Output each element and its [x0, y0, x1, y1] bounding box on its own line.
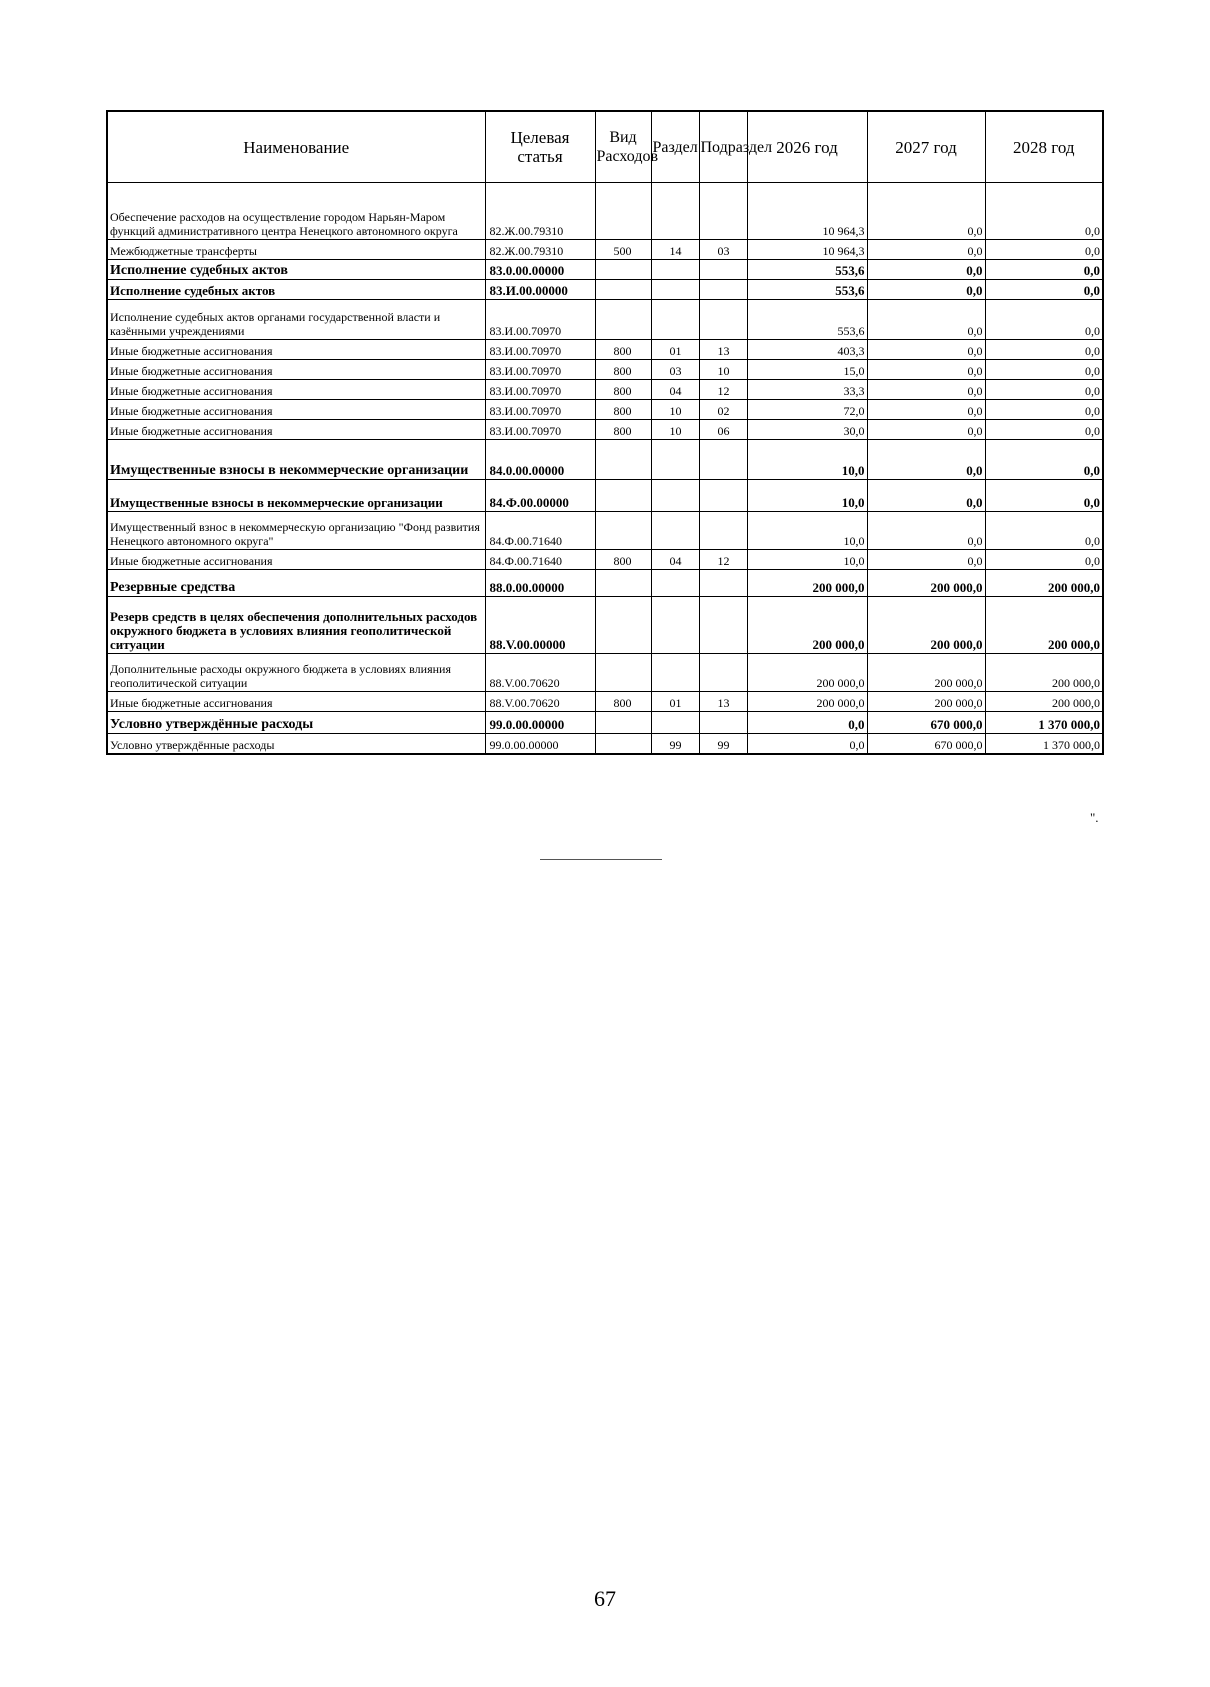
- table-header-row: [107, 111, 1103, 183]
- cell-2028: 0,0: [985, 550, 1103, 570]
- cell-2026: 553,6: [747, 280, 867, 300]
- budget-table: [106, 110, 1104, 755]
- cell-subsection: [699, 183, 747, 240]
- cell-name: Условно утверждённые расходы: [107, 712, 485, 734]
- cell-2028: 200 000,0: [985, 597, 1103, 654]
- cell-target: 83.0.00.00000: [485, 260, 595, 280]
- cell-target: 82.Ж.00.79310: [485, 183, 595, 240]
- cell-name: Исполнение судебных актов органами государственной власти и казёнными учреждениями: [107, 300, 485, 340]
- table-row: [107, 550, 1103, 570]
- cell-section: [651, 654, 699, 692]
- cell-target: 88.V.00.70620: [485, 692, 595, 712]
- cell-name: Дополнительные расходы окружного бюджета в условиях влияния геополитической ситуации: [107, 654, 485, 692]
- cell-section: 01: [651, 692, 699, 712]
- cell-2028: 0,0: [985, 512, 1103, 550]
- cell-section: [651, 300, 699, 340]
- cell-2027: 0,0: [867, 550, 985, 570]
- cell-target: 83.И.00.00000: [485, 280, 595, 300]
- table-row: [107, 654, 1103, 692]
- cell-2028: 1 370 000,0: [985, 712, 1103, 734]
- cell-section: [651, 260, 699, 280]
- cell-section: [651, 712, 699, 734]
- cell-2028: 1 370 000,0: [985, 734, 1103, 755]
- cell-kind: [595, 570, 651, 597]
- cell-2027: 0,0: [867, 260, 985, 280]
- cell-2026: 553,6: [747, 260, 867, 280]
- cell-2028: 200 000,0: [985, 654, 1103, 692]
- table-row: [107, 734, 1103, 755]
- cell-kind: [595, 712, 651, 734]
- cell-subsection: [699, 440, 747, 480]
- closing-quote: ".: [1090, 810, 1099, 825]
- table-row: [107, 597, 1103, 654]
- cell-subsection: [699, 512, 747, 550]
- cell-target: 83.И.00.70970: [485, 300, 595, 340]
- cell-section: [651, 597, 699, 654]
- cell-2027: 0,0: [867, 183, 985, 240]
- cell-section: 03: [651, 360, 699, 380]
- cell-2027: 670 000,0: [867, 734, 985, 755]
- cell-target: 84.0.00.00000: [485, 440, 595, 480]
- cell-name: Имущественные взносы в некоммерческие организации: [107, 480, 485, 512]
- cell-section: 10: [651, 420, 699, 440]
- cell-subsection: 12: [699, 550, 747, 570]
- cell-2028: 0,0: [985, 280, 1103, 300]
- cell-section: 04: [651, 380, 699, 400]
- cell-kind: 800: [595, 550, 651, 570]
- header-kind: Вид Расходов: [595, 111, 651, 183]
- header-2027: 2027 год: [867, 111, 985, 183]
- cell-2028: 200 000,0: [985, 570, 1103, 597]
- cell-target: 83.И.00.70970: [485, 380, 595, 400]
- cell-target: 83.И.00.70970: [485, 420, 595, 440]
- cell-2026: 0,0: [747, 712, 867, 734]
- cell-kind: 500: [595, 240, 651, 260]
- cell-subsection: 12: [699, 380, 747, 400]
- table-row: [107, 380, 1103, 400]
- cell-subsection: 06: [699, 420, 747, 440]
- cell-subsection: 03: [699, 240, 747, 260]
- header-subsection: Подраздел: [699, 111, 747, 183]
- cell-2026: 10 964,3: [747, 240, 867, 260]
- cell-2027: 0,0: [867, 340, 985, 360]
- table-row: [107, 340, 1103, 360]
- cell-section: [651, 512, 699, 550]
- cell-2028: 0,0: [985, 360, 1103, 380]
- cell-name: Иные бюджетные ассигнования: [107, 400, 485, 420]
- cell-kind: [595, 183, 651, 240]
- cell-section: 04: [651, 550, 699, 570]
- cell-kind: [595, 260, 651, 280]
- cell-target: 84.Ф.00.00000: [485, 480, 595, 512]
- end-rule: [540, 859, 662, 860]
- cell-2028: 0,0: [985, 183, 1103, 240]
- cell-subsection: 99: [699, 734, 747, 755]
- cell-2026: 72,0: [747, 400, 867, 420]
- table-row: [107, 570, 1103, 597]
- cell-target: 88.V.00.70620: [485, 654, 595, 692]
- cell-2027: 200 000,0: [867, 654, 985, 692]
- cell-name: Иные бюджетные ассигнования: [107, 340, 485, 360]
- table-row: [107, 280, 1103, 300]
- cell-name: Исполнение судебных актов: [107, 260, 485, 280]
- cell-name: Условно утверждённые расходы: [107, 734, 485, 755]
- cell-section: [651, 440, 699, 480]
- cell-subsection: [699, 480, 747, 512]
- cell-name: Обеспечение расходов на осуществление городом Нарьян-Маром функций административного центра Ненецкого автономного округа: [107, 183, 485, 240]
- cell-subsection: [699, 597, 747, 654]
- cell-2027: 0,0: [867, 240, 985, 260]
- cell-target: 99.0.00.00000: [485, 734, 595, 755]
- table-row: [107, 440, 1103, 480]
- cell-2028: 0,0: [985, 420, 1103, 440]
- cell-2028: 200 000,0: [985, 692, 1103, 712]
- table-row: [107, 240, 1103, 260]
- cell-kind: 800: [595, 380, 651, 400]
- cell-2026: 553,6: [747, 300, 867, 340]
- table-row: [107, 300, 1103, 340]
- cell-2027: 200 000,0: [867, 597, 985, 654]
- cell-target: 83.И.00.70970: [485, 360, 595, 380]
- header-section: Раздел: [651, 111, 699, 183]
- cell-2026: 10 964,3: [747, 183, 867, 240]
- cell-section: 10: [651, 400, 699, 420]
- cell-2026: 200 000,0: [747, 692, 867, 712]
- cell-2026: 15,0: [747, 360, 867, 380]
- header-target: Целевая статья: [485, 111, 595, 183]
- cell-subsection: [699, 654, 747, 692]
- cell-2028: 0,0: [985, 440, 1103, 480]
- cell-2028: 0,0: [985, 240, 1103, 260]
- cell-2027: 0,0: [867, 440, 985, 480]
- table-row: [107, 512, 1103, 550]
- cell-name: Иные бюджетные ассигнования: [107, 692, 485, 712]
- cell-name: Исполнение судебных актов: [107, 280, 485, 300]
- table-row: [107, 712, 1103, 734]
- cell-subsection: 13: [699, 692, 747, 712]
- cell-name: Межбюджетные трансферты: [107, 240, 485, 260]
- cell-2027: 0,0: [867, 380, 985, 400]
- table-body: [107, 183, 1103, 755]
- cell-2026: 403,3: [747, 340, 867, 360]
- cell-kind: [595, 480, 651, 512]
- cell-target: 99.0.00.00000: [485, 712, 595, 734]
- cell-2027: 0,0: [867, 300, 985, 340]
- cell-kind: [595, 300, 651, 340]
- cell-kind: [595, 280, 651, 300]
- table-row: [107, 480, 1103, 512]
- cell-section: 14: [651, 240, 699, 260]
- cell-subsection: 13: [699, 340, 747, 360]
- cell-subsection: [699, 260, 747, 280]
- cell-subsection: [699, 280, 747, 300]
- cell-2027: 0,0: [867, 360, 985, 380]
- cell-2027: 670 000,0: [867, 712, 985, 734]
- cell-kind: [595, 440, 651, 480]
- cell-target: 82.Ж.00.79310: [485, 240, 595, 260]
- cell-2026: 30,0: [747, 420, 867, 440]
- table-row: [107, 400, 1103, 420]
- table-row: [107, 360, 1103, 380]
- cell-target: 84.Ф.00.71640: [485, 550, 595, 570]
- cell-name: Имущественный взнос в некоммерческую организацию "Фонд развития Ненецкого автономного округа": [107, 512, 485, 550]
- cell-subsection: [699, 712, 747, 734]
- cell-2027: 0,0: [867, 400, 985, 420]
- cell-section: 99: [651, 734, 699, 755]
- table-row: [107, 260, 1103, 280]
- cell-section: [651, 183, 699, 240]
- cell-2028: 0,0: [985, 340, 1103, 360]
- table-row: [107, 692, 1103, 712]
- cell-2027: 0,0: [867, 420, 985, 440]
- cell-2026: 33,3: [747, 380, 867, 400]
- cell-2027: 200 000,0: [867, 570, 985, 597]
- cell-2027: 200 000,0: [867, 692, 985, 712]
- cell-subsection: 02: [699, 400, 747, 420]
- cell-name: Резерв средств в целях обеспечения дополнительных расходов окружного бюджета в условиях влияния геополитической ситуации: [107, 597, 485, 654]
- header-2028: 2028 год: [985, 111, 1103, 183]
- cell-name: Имущественные взносы в некоммерческие организации: [107, 440, 485, 480]
- table-row: [107, 183, 1103, 240]
- cell-kind: 800: [595, 360, 651, 380]
- cell-section: [651, 280, 699, 300]
- cell-name: Иные бюджетные ассигнования: [107, 550, 485, 570]
- cell-2028: 0,0: [985, 260, 1103, 280]
- cell-name: Иные бюджетные ассигнования: [107, 420, 485, 440]
- cell-2028: 0,0: [985, 400, 1103, 420]
- cell-subsection: [699, 300, 747, 340]
- cell-2026: 0,0: [747, 734, 867, 755]
- cell-2026: 10,0: [747, 480, 867, 512]
- cell-name: Резервные средства: [107, 570, 485, 597]
- cell-kind: 800: [595, 340, 651, 360]
- cell-target: 84.Ф.00.71640: [485, 512, 595, 550]
- cell-section: [651, 480, 699, 512]
- cell-kind: 800: [595, 400, 651, 420]
- cell-name: Иные бюджетные ассигнования: [107, 360, 485, 380]
- cell-2027: 0,0: [867, 480, 985, 512]
- cell-2028: 0,0: [985, 380, 1103, 400]
- header-2026: 2026 год: [747, 111, 867, 183]
- cell-2026: 200 000,0: [747, 597, 867, 654]
- cell-kind: [595, 512, 651, 550]
- cell-target: 83.И.00.70970: [485, 400, 595, 420]
- cell-kind: 800: [595, 692, 651, 712]
- cell-subsection: 10: [699, 360, 747, 380]
- cell-kind: [595, 597, 651, 654]
- cell-2026: 10,0: [747, 550, 867, 570]
- cell-kind: [595, 734, 651, 755]
- cell-2026: 200 000,0: [747, 654, 867, 692]
- cell-kind: [595, 654, 651, 692]
- table-row: [107, 420, 1103, 440]
- cell-target: 88.0.00.00000: [485, 570, 595, 597]
- cell-section: [651, 570, 699, 597]
- cell-name: Иные бюджетные ассигнования: [107, 380, 485, 400]
- cell-target: 88.V.00.00000: [485, 597, 595, 654]
- cell-2026: 10,0: [747, 512, 867, 550]
- cell-subsection: [699, 570, 747, 597]
- cell-2026: 200 000,0: [747, 570, 867, 597]
- page-number: 67: [594, 1586, 616, 1611]
- header-name: Наименование: [107, 111, 485, 183]
- cell-2028: 0,0: [985, 300, 1103, 340]
- cell-2026: 10,0: [747, 440, 867, 480]
- cell-kind: 800: [595, 420, 651, 440]
- cell-section: 01: [651, 340, 699, 360]
- cell-2027: 0,0: [867, 280, 985, 300]
- cell-2027: 0,0: [867, 512, 985, 550]
- cell-target: 83.И.00.70970: [485, 340, 595, 360]
- cell-2028: 0,0: [985, 480, 1103, 512]
